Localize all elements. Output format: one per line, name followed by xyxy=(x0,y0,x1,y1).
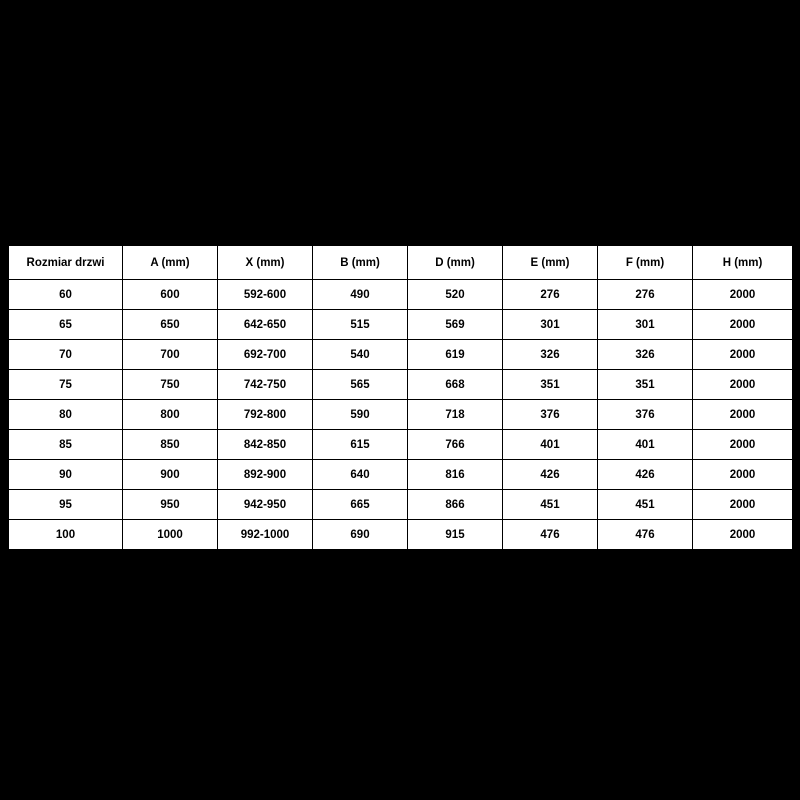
cell-h: 2000 xyxy=(693,310,793,340)
cell-door-size: 75 xyxy=(9,370,123,400)
cell-d: 668 xyxy=(408,370,503,400)
cell-f: 276 xyxy=(598,280,693,310)
door-size-table xyxy=(8,245,793,550)
cell-b: 640 xyxy=(313,460,408,490)
table-row xyxy=(9,400,793,430)
cell-door-size: 100 xyxy=(9,520,123,550)
cell-d: 866 xyxy=(408,490,503,520)
cell-d: 569 xyxy=(408,310,503,340)
table-row xyxy=(9,490,793,520)
cell-h: 2000 xyxy=(693,430,793,460)
cell-b: 665 xyxy=(313,490,408,520)
cell-e: 451 xyxy=(503,490,598,520)
cell-f: 301 xyxy=(598,310,693,340)
cell-b: 540 xyxy=(313,340,408,370)
cell-e: 426 xyxy=(503,460,598,490)
cell-a: 950 xyxy=(123,490,218,520)
column-header-f: F (mm) xyxy=(598,246,693,280)
column-header-d: D (mm) xyxy=(408,246,503,280)
cell-f: 326 xyxy=(598,340,693,370)
table-header xyxy=(9,246,793,280)
cell-a: 750 xyxy=(123,370,218,400)
cell-a: 600 xyxy=(123,280,218,310)
column-header-door-size: Rozmiar drzwi xyxy=(9,246,123,280)
cell-h: 2000 xyxy=(693,400,793,430)
cell-a: 850 xyxy=(123,430,218,460)
cell-f: 401 xyxy=(598,430,693,460)
cell-door-size: 60 xyxy=(9,280,123,310)
cell-f: 376 xyxy=(598,400,693,430)
column-header-b: B (mm) xyxy=(313,246,408,280)
cell-b: 515 xyxy=(313,310,408,340)
cell-e: 326 xyxy=(503,340,598,370)
cell-x: 792-800 xyxy=(218,400,313,430)
size-table-container xyxy=(8,245,792,550)
cell-e: 351 xyxy=(503,370,598,400)
column-header-h: H (mm) xyxy=(693,246,793,280)
column-header-e: E (mm) xyxy=(503,246,598,280)
cell-d: 619 xyxy=(408,340,503,370)
cell-e: 476 xyxy=(503,520,598,550)
cell-e: 401 xyxy=(503,430,598,460)
cell-a: 900 xyxy=(123,460,218,490)
cell-b: 615 xyxy=(313,430,408,460)
cell-x: 642-650 xyxy=(218,310,313,340)
column-header-a: A (mm) xyxy=(123,246,218,280)
cell-door-size: 95 xyxy=(9,490,123,520)
table-row xyxy=(9,370,793,400)
cell-door-size: 65 xyxy=(9,310,123,340)
cell-b: 565 xyxy=(313,370,408,400)
table-body xyxy=(9,280,793,550)
cell-h: 2000 xyxy=(693,490,793,520)
cell-f: 476 xyxy=(598,520,693,550)
cell-a: 800 xyxy=(123,400,218,430)
cell-x: 742-750 xyxy=(218,370,313,400)
cell-x: 892-900 xyxy=(218,460,313,490)
cell-x: 942-950 xyxy=(218,490,313,520)
cell-b: 690 xyxy=(313,520,408,550)
cell-door-size: 90 xyxy=(9,460,123,490)
cell-e: 276 xyxy=(503,280,598,310)
cell-a: 1000 xyxy=(123,520,218,550)
table-row xyxy=(9,280,793,310)
cell-x: 592-600 xyxy=(218,280,313,310)
table-row xyxy=(9,310,793,340)
table-row xyxy=(9,430,793,460)
cell-x: 992-1000 xyxy=(218,520,313,550)
cell-d: 718 xyxy=(408,400,503,430)
cell-a: 650 xyxy=(123,310,218,340)
cell-x: 842-850 xyxy=(218,430,313,460)
cell-h: 2000 xyxy=(693,340,793,370)
cell-f: 426 xyxy=(598,460,693,490)
cell-d: 816 xyxy=(408,460,503,490)
cell-d: 766 xyxy=(408,430,503,460)
cell-f: 351 xyxy=(598,370,693,400)
cell-h: 2000 xyxy=(693,370,793,400)
cell-door-size: 80 xyxy=(9,400,123,430)
table-row xyxy=(9,460,793,490)
cell-d: 520 xyxy=(408,280,503,310)
cell-d: 915 xyxy=(408,520,503,550)
cell-f: 451 xyxy=(598,490,693,520)
cell-e: 301 xyxy=(503,310,598,340)
cell-a: 700 xyxy=(123,340,218,370)
cell-h: 2000 xyxy=(693,280,793,310)
cell-b: 490 xyxy=(313,280,408,310)
table-row xyxy=(9,520,793,550)
cell-x: 692-700 xyxy=(218,340,313,370)
cell-e: 376 xyxy=(503,400,598,430)
table-row xyxy=(9,340,793,370)
cell-door-size: 85 xyxy=(9,430,123,460)
table-header-row xyxy=(9,246,793,280)
cell-h: 2000 xyxy=(693,520,793,550)
cell-door-size: 70 xyxy=(9,340,123,370)
cell-b: 590 xyxy=(313,400,408,430)
column-header-x: X (mm) xyxy=(218,246,313,280)
cell-h: 2000 xyxy=(693,460,793,490)
